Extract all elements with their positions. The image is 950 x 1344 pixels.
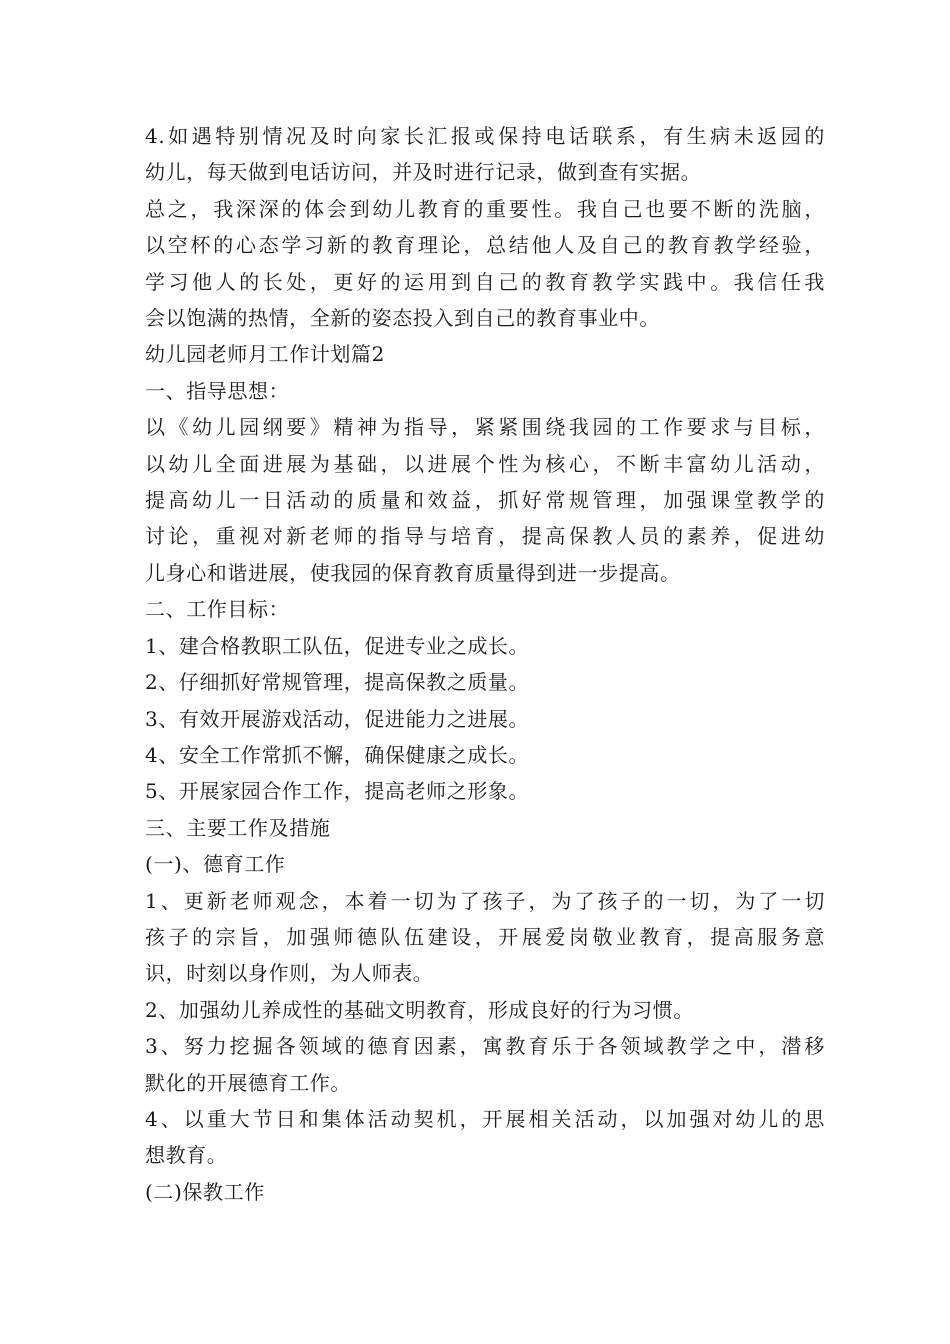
text-line: 儿身心和谐进展，使我园的保育教育质量得到进一步提高。: [145, 560, 681, 585]
text-line: 学习他人的长处，更好的运用到自己的教育教学实践中。我信任我: [145, 269, 825, 294]
text-line: (二)保教工作: [145, 1179, 265, 1204]
text-line: 以空杯的心态学习新的教育理论，总结他人及自己的教育教学经验，: [145, 233, 825, 258]
text-line: 3、有效开展游戏活动，促进能力之进展。: [145, 706, 530, 731]
text-line: 4、安全工作常抓不懈，确保健康之成长。: [145, 742, 530, 767]
text-line: 会以饱满的热情，全新的姿态投入到自己的教育事业中。: [145, 306, 660, 331]
text-line: 4.如遇特别情况及时向家长汇报或保持电话联系，有生病未返园的: [145, 124, 825, 148]
text-line: 讨论，重视对新老师的指导与培育，提高保教人员的素养，促进幼: [145, 524, 825, 549]
text-line: 提高幼儿一日活动的质量和效益，抓好常规管理，加强课堂教学的: [145, 488, 825, 513]
text-line: 2、加强幼儿养成性的基础文明教育，形成良好的行为习惯。: [145, 997, 694, 1022]
text-line: 总之，我深深的体会到幼儿教育的重要性。我自己也要不断的洗脑，: [145, 196, 825, 221]
text-line: 以幼儿全面进展为基础，以进展个性为核心，不断丰富幼儿活动，: [145, 451, 825, 476]
text-line: 1、建合格教职工队伍，促进专业之成长。: [145, 633, 530, 658]
text-line: 以《幼儿园纲要》精神为指导，紧紧围绕我园的工作要求与目标，: [145, 415, 825, 440]
text-line: 默化的开展德育工作。: [145, 1070, 351, 1095]
text-line: 识，时刻以身作则，为人师表。: [145, 961, 434, 986]
text-line: 1、更新老师观念，本着一切为了孩子，为了孩子的一切，为了一切: [145, 888, 825, 913]
text-line: 4、以重大节日和集体活动契机，开展相关活动，以加强对幼儿的思: [145, 1106, 825, 1131]
text-line: 幼儿园老师月工作计划篇2: [145, 342, 385, 367]
text-line: 幼儿，每天做到电话访问，并及时进行记录，做到查有实据。: [145, 160, 702, 185]
text-line: 三、主要工作及措施: [145, 815, 331, 840]
text-line: 2、仔细抓好常规管理，提高保教之质量。: [145, 670, 530, 695]
text-line: 二、工作目标：: [145, 597, 290, 622]
text-line: (一)、德育工作: [145, 852, 286, 877]
text-line: 孩子的宗旨，加强师德队伍建设，开展爱岗敬业教育，提高服务意: [145, 924, 825, 949]
text-line: 5、开展家园合作工作，提高老师之形象。: [145, 779, 530, 804]
text-line: 3、努力挖掘各领域的德育因素，寓教育乐于各领域教学之中，潜移: [145, 1034, 825, 1059]
document-body: [145, 118, 825, 1210]
text-line: 想教育。: [145, 1143, 228, 1168]
text-line: 一、指导思想：: [145, 378, 290, 403]
